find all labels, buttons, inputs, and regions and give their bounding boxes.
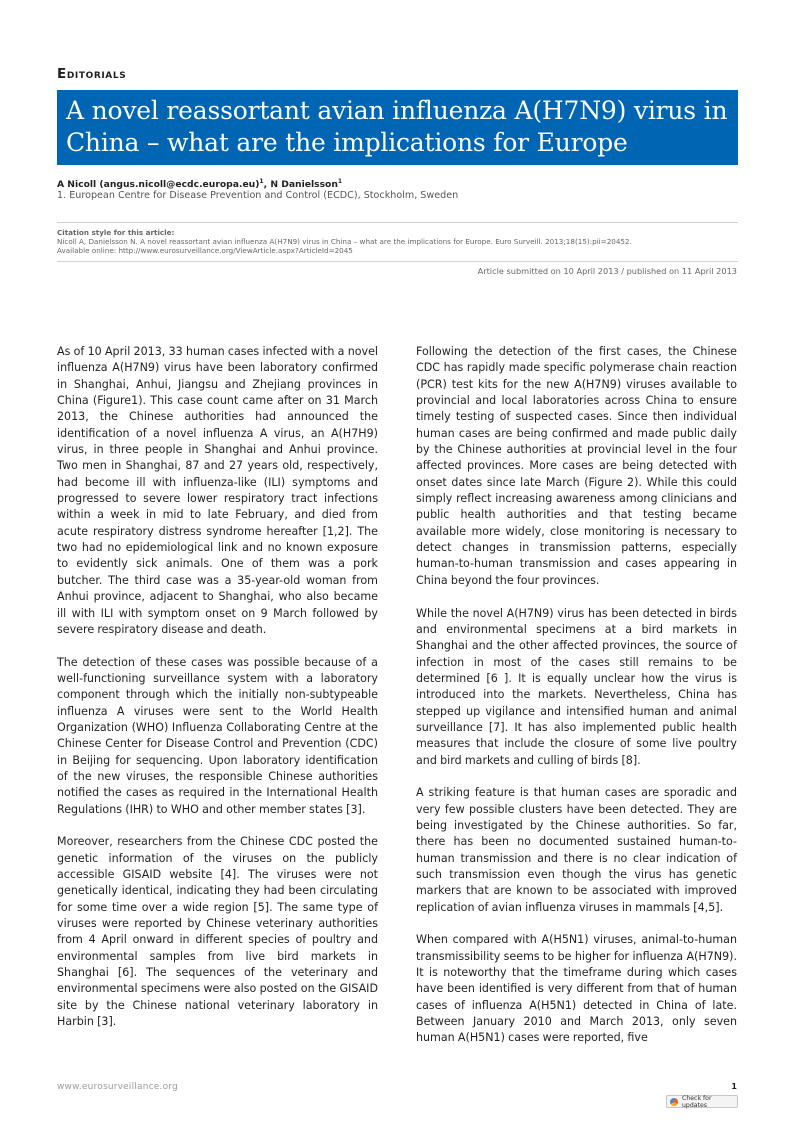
affiliation-marker: 1 (259, 178, 264, 185)
author-line: A Nicoll (angus.nicoll@ecdc.europa.eu)$^1$, N Danielsson$^1$ (57, 178, 343, 191)
body-paragraph: Moreover, researchers from the Chinese CDC posted the genetic information of the viruses on the publicly accessible GISAID website [4]. The viruses were not genetically identical, indicating they had been circulating for some time over a wide region [5]. The same type of viruses were reported by Chinese veterinary authorities from 4 April onward in different species of poultry and environmental samples from live bird markets in Shanghai [6]. The sequences of the veterinary and environmental specimens were also posted on the GISAID site by the Chinese national veterinary laboratory in Harbin [3]. (57, 835, 378, 1029)
citation-online-link[interactable]: Available online: http://www.eurosurveillance.org/ViewArticle.aspx?ArticleId=2045 (57, 246, 353, 255)
body-paragraph: While the novel A(H7N9) virus has been detected in birds and environmental specimens at a bird markets in Shanghai and the other affected provinces, the source of infection in most of the cases still remains to be determined [6 ]. It is equally unclear how the virus is introduced into the markets. Nevertheless, China has stepped up vigilance and intensified human and animal surveillance [7]. It has also implemented public health measures that include the closure of some live poultry and bird markets and culling of birds [8]. (416, 606, 737, 767)
author-name: A Nicoll (57, 179, 97, 191)
check-for-updates-label: Check for updates (682, 1094, 712, 1109)
divider (57, 222, 738, 223)
affiliation: 1. European Centre for Disease Prevention and Control (ECDC), Stockholm, Sweden (57, 190, 459, 201)
body-paragraph: When compared with A(H5N1) viruses, animal-to-human transmissibility seems to be higher for influenza A(H7N9). It is noteworthy that the timeframe during which cases have been identified is very different from that of human cases of influenza A(H5N1) detected in China of late. Between January 2010 and March 2013, only seven human A(H5N1) cases were reported, five (416, 933, 737, 1045)
author-email-link[interactable]: (angus.nicoll@ecdc.europa.eu) (99, 179, 260, 191)
affiliation-marker: 1 (337, 178, 343, 185)
page-number: 1 (731, 1082, 737, 1091)
footer-url-link[interactable]: www.eurosurveillance.org (57, 1082, 178, 1092)
body-paragraph: Following the detection of the first cases, the Chinese CDC has rapidly made specific polymerase chain reaction (PCR) test kits for the new A(H7N9) viruses available to provincial and local laboratories across China to ensure timely testing of suspected cases. Since then individual human cases are being confirmed and made public daily by the Chinese authorities at provincial level in the four affected provinces. More cases are being detected with onset dates since late March (Figure 2). While this could simply reflect increasing awareness among clinicians and public health authorities and that testing became available more widely, close monitoring is necessary to detect changes in transmission patterns, especially human-to-human transmission and cases appearing in China beyond the four provinces. (416, 345, 737, 587)
left-column (57, 344, 378, 1047)
article-title: A novel reassortant avian influenza A(H7N9) virus in China – what are the implications for Europe (66, 96, 728, 157)
divider (57, 261, 738, 262)
citation-text: Nicoll A, Danielsson N. A novel reassortant avian influenza A(H7N9) virus in China – what are the implications for Europe. Euro Surveill. 2013;18(15):pii=20452. (57, 237, 632, 246)
author-name: N Danielsson (270, 179, 338, 191)
body-paragraph: A striking feature is that human cases are sporadic and very few possible clusters have been detected. They are being investigated by the Chinese authorities. So far, there has been no documented sustained human-to-human transmission and there is no clear indication of such transmission even though the virus has genetic markers that are known to be associated with improved replication of avian influenza viruses in mammals [4,5]. (416, 786, 737, 914)
body-paragraph: As of 10 April 2013, 33 human cases infected with a novel influenza A(H7N9) virus have been laboratory confirmed in Shanghai, Anhui, Jiangsu and Zhejiang provinces in China (Figure1). This case count came after on 31 March 2013, the Chinese authorities had announced the identification of a novel influenza A virus, an A(H7H9) virus, in three people in Shanghai and Anhui province. Two men in Shanghai, 87 and 27 years old, respectively, had become ill with influenza-like (ILI) symptoms and progressed to severe lower respiratory tract infections within a week in mid to late February, and died from acute respiratory distress syndrome hereafter [1,2]. The two had no epidemiological link and no known exposure to evidently sick animals. One of them was a pork butcher. The third case was a 35-year-old woman from Anhui province, adjacent to Shanghai, who also became ill with ILI with symptom onset on 9 March followed by severe respiratory disease and death. (57, 345, 378, 636)
check-for-updates-button[interactable] (666, 1095, 738, 1108)
submission-dates: Article submitted on 10 April 2013 / published on 11 April 2013 (477, 266, 737, 276)
citation-label: Citation style for this article: (57, 228, 175, 237)
section-label: Editorials (57, 66, 127, 82)
title-banner (57, 90, 738, 165)
citation-block (57, 228, 747, 255)
right-column (416, 344, 737, 1063)
body-paragraph: The detection of these cases was possible because of a well-functioning surveillance system with a laboratory component through which the initially non-subtypeable influenza A viruses were sent to the World Health Organization (WHO) Influenza Collaborating Centre at the Chinese Center for Disease Control and Prevention (CDC) in Beijing for sequencing. Upon laboratory identification of the new viruses, the responsible Chinese authorities notified the cases as required in the International Health Regulations (IHR) to WHO and other member states [3]. (57, 655, 378, 816)
crossmark-icon (670, 1098, 678, 1106)
